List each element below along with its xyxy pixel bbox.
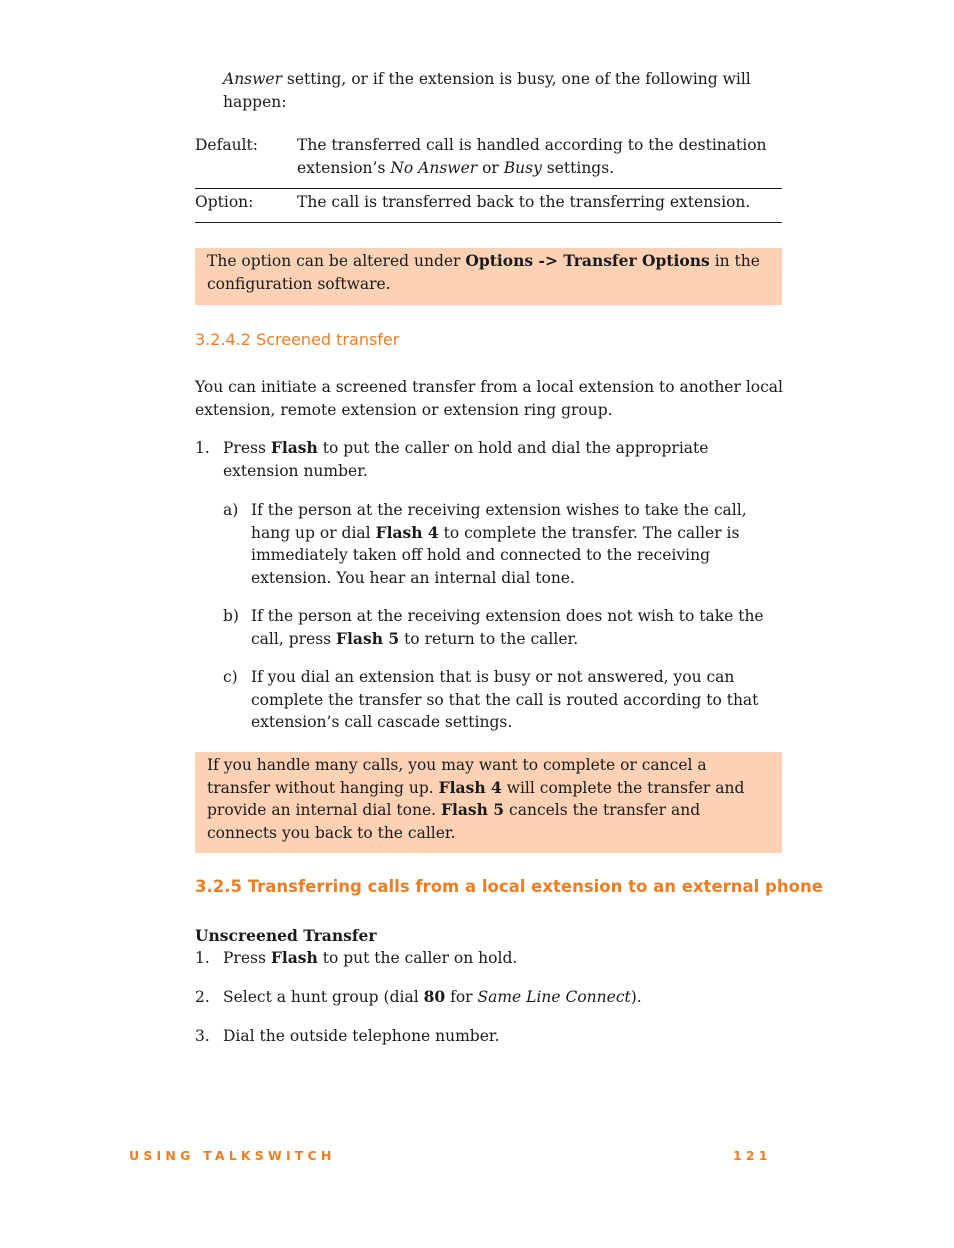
intro-italic: Answer bbox=[223, 70, 282, 88]
section-heading-screened-transfer: 3.2.4.2 Screened transfer bbox=[195, 330, 400, 349]
step-text: Dial the outside telephone number. bbox=[223, 1027, 500, 1045]
substep-text: If you dial an extension that is busy or not answered, you can complete the transfer so that the call is routed according to that extension’s call cascade settings. bbox=[251, 668, 759, 731]
note-box-transfer-options: The option can be altered under Options -> Transfer Options in the configuration software. bbox=[195, 248, 782, 305]
section-heading-external-transfer: 3.2.5 Transferring calls from a local extension to an external phone bbox=[195, 877, 823, 896]
step-text: Press Flash to put the caller on hold and dial the appropriate extension number. bbox=[223, 438, 709, 480]
substep-label: a) bbox=[223, 501, 239, 519]
step-number: 2. bbox=[195, 988, 210, 1006]
option-description: The call is transferred back to the transferring extension. bbox=[297, 193, 751, 211]
footer-title: USING TALKSWITCH bbox=[129, 1148, 336, 1163]
substep-label: c) bbox=[223, 668, 238, 686]
default-label: Default: bbox=[195, 136, 258, 154]
default-description: The transferred call is handled according to the destination extension’s No Answer or Busy settings. bbox=[297, 136, 767, 177]
step-number: 1. bbox=[195, 439, 210, 457]
step-text: Select a hunt group (dial 80 for Same Line Connect). bbox=[223, 987, 642, 1006]
step-text: Press Flash to put the caller on hold. bbox=[223, 948, 518, 967]
intro-text: setting, or if the extension is busy, one of the following will happen: bbox=[223, 70, 751, 111]
table-bottom-rule bbox=[195, 222, 782, 223]
substep-text: If the person at the receiving extension does not wish to take the call, press Flash 5 to return to the caller. bbox=[251, 607, 764, 648]
step-number: 1. bbox=[195, 949, 210, 967]
table-divider bbox=[195, 188, 782, 189]
option-label: Option: bbox=[195, 193, 254, 211]
subheading-unscreened-transfer: Unscreened Transfer bbox=[195, 926, 377, 945]
substep-label: b) bbox=[223, 607, 239, 625]
intro-paragraph bbox=[223, 68, 753, 113]
page-number: 121 bbox=[733, 1148, 772, 1163]
screened-transfer-intro: You can initiate a screened transfer from a local extension to another local extension, remote extension or extension ring group. bbox=[195, 378, 783, 419]
step-number: 3. bbox=[195, 1027, 210, 1045]
note-box-flash-shortcuts: If you handle many calls, you may want to complete or cancel a transfer without hanging up. Flash 4 will complete the transfer and provide an internal dial tone. Flash 5 cancels the transfer and connects you back to the caller. bbox=[195, 752, 782, 853]
note-bold-menu-path: Options -> Transfer Options bbox=[465, 251, 710, 270]
substep-text: If the person at the receiving extension wishes to take the call, hang up or dial Flash 4 to complete the transfer. The caller is immediately taken off hold and connected to the receiving extension. You hear an internal dial tone. bbox=[251, 501, 747, 587]
